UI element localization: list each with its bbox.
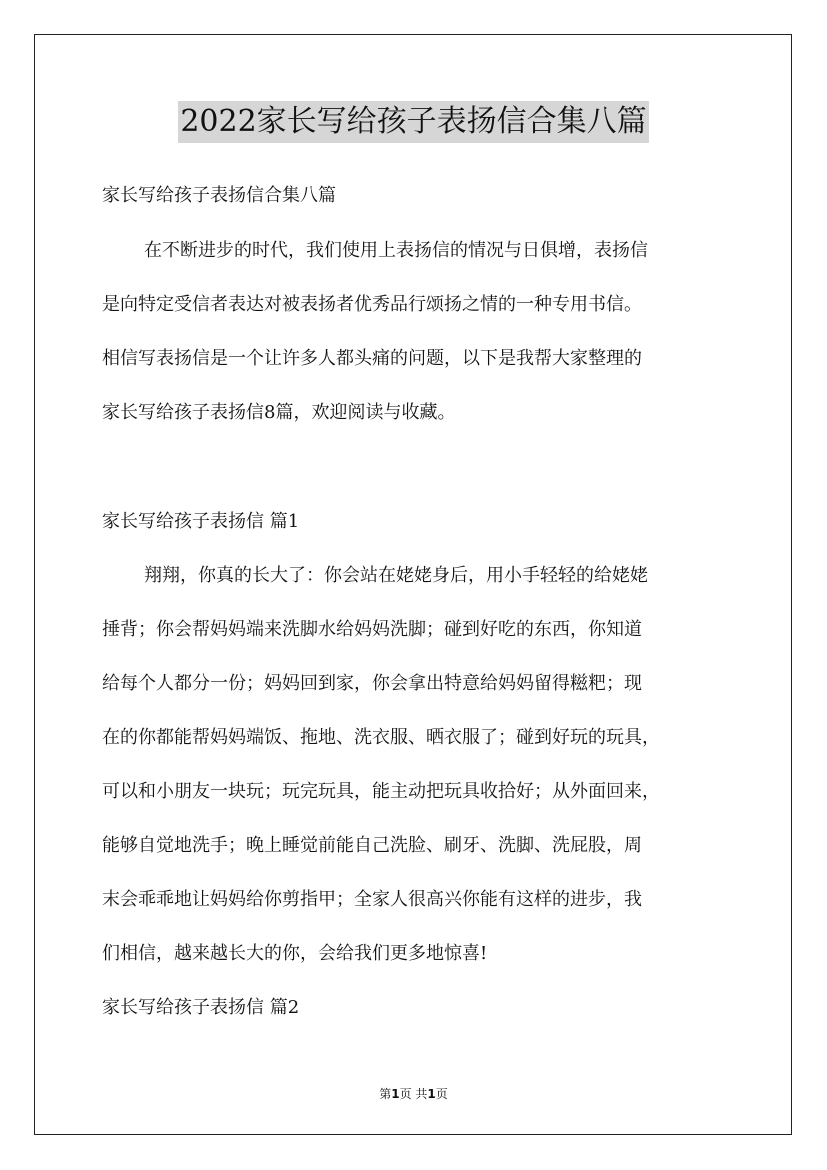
footer-middle: 页 共 (399, 1087, 428, 1101)
footer-total-pages: 1 (427, 1087, 436, 1101)
intro-line: 相信写表扬信是一个让许多人都头痛的问题，以下是我帮大家整理的 (102, 348, 642, 369)
section1-heading: 家长写给孩子表扬信 篇1 (102, 511, 300, 532)
section1-line: 给每个人都分一份；妈妈回到家，你会拿出特意给妈妈留得糍粑；现 (102, 673, 642, 694)
footer-prefix: 第 (379, 1087, 392, 1101)
section1-line: 捶背；你会帮妈妈端来洗脚水给妈妈洗脚；碰到好吃的东西，你知道 (102, 619, 642, 640)
footer-suffix: 页 (435, 1087, 448, 1101)
section1-line: 翔翔，你真的长大了：你会站在姥姥身后，用小手轻轻的给姥姥 (144, 565, 648, 586)
title-container (0, 101, 827, 143)
intro-line: 家长写给孩子表扬信8篇，欢迎阅读与收藏。 (102, 402, 456, 423)
intro-line: 是向特定受信者表达对被表扬者优秀品行颂扬之情的一种专用书信。 (102, 294, 642, 315)
section1-line: 可以和小朋友一块玩；玩完玩具，能主动把玩具收拾好；从外面回来， (102, 781, 660, 802)
footer-page-number: 1 (391, 1087, 400, 1101)
section1-line: 能够自觉地洗手；晚上睡觉前能自己洗脸、刷牙、洗脚、洗屁股，周 (102, 835, 642, 856)
section1-line: 们相信，越来越长大的你，会给我们更多地惊喜! (102, 943, 488, 964)
page-footer (0, 1085, 827, 1102)
subtitle-line: 家长写给孩子表扬信合集八篇 (102, 185, 336, 206)
section1-line: 在的你都能帮妈妈端饭、拖地、洗衣服、晒衣服了；碰到好玩的玩具， (102, 727, 660, 748)
section2-heading: 家长写给孩子表扬信 篇2 (102, 997, 300, 1018)
section1-line: 末会乖乖地让妈妈给你剪指甲；全家人很高兴你能有这样的进步，我 (102, 889, 642, 910)
intro-line: 在不断进步的时代，我们使用上表扬信的情况与日俱增，表扬信 (144, 240, 648, 261)
document-title: 2022家长写给孩子表扬信合集八篇 (178, 101, 648, 143)
